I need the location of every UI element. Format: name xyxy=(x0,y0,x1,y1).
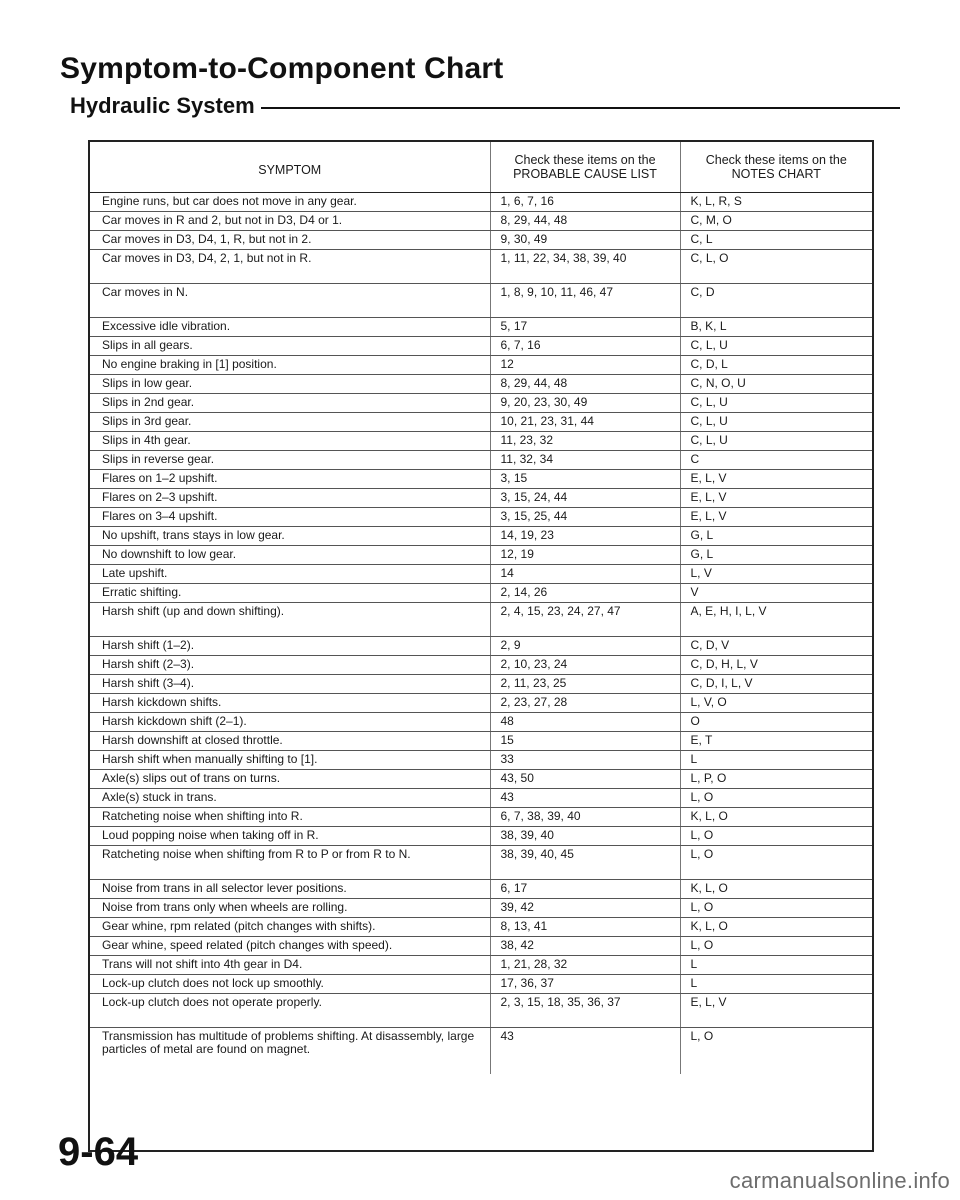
table-row xyxy=(90,356,872,375)
notes-chart-cell: C, L, U xyxy=(680,337,872,356)
table-row xyxy=(90,846,872,880)
header-notes-chart: Check these items on the NOTES CHART xyxy=(680,142,872,193)
table-row xyxy=(90,937,872,956)
table-row xyxy=(90,975,872,994)
probable-cause-cell: 5, 17 xyxy=(490,318,680,337)
symptom-cell: Harsh kickdown shift (2–1). xyxy=(90,713,490,732)
page-title: Symptom-to-Component Chart xyxy=(60,52,504,85)
probable-cause-cell: 15 xyxy=(490,732,680,751)
table-row xyxy=(90,994,872,1028)
symptom-cell: Harsh shift (up and down shifting). xyxy=(90,603,490,637)
section-title: Hydraulic System xyxy=(70,93,255,118)
table-row xyxy=(90,375,872,394)
symptom-cell: Noise from trans only when wheels are rolling. xyxy=(90,899,490,918)
probable-cause-cell: 38, 39, 40 xyxy=(490,827,680,846)
probable-cause-cell: 2, 9 xyxy=(490,637,680,656)
probable-cause-cell: 8, 29, 44, 48 xyxy=(490,212,680,231)
table-row xyxy=(90,527,872,546)
notes-chart-cell: L xyxy=(680,975,872,994)
probable-cause-cell: 9, 30, 49 xyxy=(490,231,680,250)
probable-cause-cell: 3, 15, 24, 44 xyxy=(490,489,680,508)
notes-chart-cell: C xyxy=(680,451,872,470)
table-row xyxy=(90,751,872,770)
table-row xyxy=(90,284,872,318)
symptom-cell: Excessive idle vibration. xyxy=(90,318,490,337)
probable-cause-cell: 1, 21, 28, 32 xyxy=(490,956,680,975)
symptom-cell: Gear whine, rpm related (pitch changes with shifts). xyxy=(90,918,490,937)
table-row xyxy=(90,546,872,565)
probable-cause-cell: 8, 13, 41 xyxy=(490,918,680,937)
table-row xyxy=(90,432,872,451)
probable-cause-cell: 38, 42 xyxy=(490,937,680,956)
symptom-cell: Ratcheting noise when shifting from R to P or from R to N. xyxy=(90,846,490,880)
symptom-cell: Slips in low gear. xyxy=(90,375,490,394)
symptom-cell: Lock-up clutch does not lock up smoothly. xyxy=(90,975,490,994)
notes-chart-cell: L, O xyxy=(680,899,872,918)
symptom-cell: Harsh kickdown shifts. xyxy=(90,694,490,713)
symptom-cell: Slips in 2nd gear. xyxy=(90,394,490,413)
table-row xyxy=(90,808,872,827)
notes-chart-cell: G, L xyxy=(680,527,872,546)
symptom-cell: Harsh shift (3–4). xyxy=(90,675,490,694)
notes-chart-cell: L, O xyxy=(680,937,872,956)
table-row xyxy=(90,789,872,808)
probable-cause-cell: 6, 7, 16 xyxy=(490,337,680,356)
probable-cause-cell: 43 xyxy=(490,789,680,808)
probable-cause-cell: 39, 42 xyxy=(490,899,680,918)
notes-chart-cell: L, O xyxy=(690,1029,714,1043)
probable-cause-cell: 2, 11, 23, 25 xyxy=(490,675,680,694)
notes-chart-cell: C, L, U xyxy=(680,432,872,451)
notes-chart-cell: K, L, R, S xyxy=(680,193,872,212)
notes-chart-cell: E, L, V xyxy=(680,489,872,508)
symptom-cell: Harsh downshift at closed throttle. xyxy=(90,732,490,751)
probable-cause-cell: 17, 36, 37 xyxy=(490,975,680,994)
notes-chart-cell: L, V xyxy=(680,565,872,584)
notes-chart-cell: A, E, H, I, L, V xyxy=(680,603,872,637)
watermark: carmanualsonline.info xyxy=(729,1168,950,1193)
symptom-cell: Erratic shifting. xyxy=(90,584,490,603)
notes-chart-cell: K, L, O xyxy=(680,808,872,827)
table-row xyxy=(90,732,872,751)
header-probable-cause: Check these items on the PROBABLE CAUSE LIST xyxy=(490,142,680,193)
notes-chart-cell: C, D xyxy=(680,284,872,318)
notes-chart-cell: K, L, O xyxy=(680,880,872,899)
symptom-cell: Axle(s) slips out of trans on turns. xyxy=(90,770,490,789)
symptom-cell: Trans will not shift into 4th gear in D4. xyxy=(90,956,490,975)
symptom-cell: Slips in 3rd gear. xyxy=(90,413,490,432)
probable-cause-cell: 14 xyxy=(490,565,680,584)
probable-cause-cell: 9, 20, 23, 30, 49 xyxy=(490,394,680,413)
table-row xyxy=(90,603,872,637)
symptom-cell: Flares on 3–4 upshift. xyxy=(90,508,490,527)
probable-cause-cell: 3, 15, 25, 44 xyxy=(490,508,680,527)
probable-cause-cell: 6, 17 xyxy=(490,880,680,899)
probable-cause-cell: 12 xyxy=(490,356,680,375)
notes-chart-cell: L, O xyxy=(680,789,872,808)
notes-chart-cell: O xyxy=(680,713,872,732)
table-row xyxy=(90,212,872,231)
symptom-cell: Ratcheting noise when shifting into R. xyxy=(90,808,490,827)
table-row xyxy=(90,231,872,250)
section-header xyxy=(70,92,900,120)
probable-cause-cell: 8, 29, 44, 48 xyxy=(490,375,680,394)
table-row xyxy=(90,508,872,527)
table-row xyxy=(90,318,872,337)
table-row xyxy=(90,918,872,937)
notes-chart-cell: L, P, O xyxy=(680,770,872,789)
page-number: 9-64 xyxy=(58,1130,139,1174)
probable-cause-cell: 33 xyxy=(490,751,680,770)
notes-chart-cell: V xyxy=(680,584,872,603)
symptom-table xyxy=(88,140,874,1152)
notes-chart-cell: E, L, V xyxy=(680,508,872,527)
symptom-cell: Car moves in N. xyxy=(90,284,490,318)
symptom-cell: No downshift to low gear. xyxy=(90,546,490,565)
notes-chart-cell: C, N, O, U xyxy=(680,375,872,394)
probable-cause-cell: 3, 15 xyxy=(490,470,680,489)
notes-chart-cell: B, K, L xyxy=(680,318,872,337)
notes-chart-cell: C, D, L xyxy=(680,356,872,375)
probable-cause-cell: 1, 6, 7, 16 xyxy=(490,193,680,212)
symptom-table-grid xyxy=(90,142,872,1074)
symptom-cell: Car moves in D3, D4, 1, R, but not in 2. xyxy=(90,231,490,250)
notes-chart-cell: L, O xyxy=(680,827,872,846)
symptom-cell: Flares on 1–2 upshift. xyxy=(90,470,490,489)
table-row xyxy=(90,193,872,212)
symptom-cell: Car moves in D3, D4, 2, 1, but not in R. xyxy=(90,250,490,284)
probable-cause-cell: 2, 10, 23, 24 xyxy=(490,656,680,675)
notes-chart-cell: C, D, H, L, V xyxy=(680,656,872,675)
probable-cause-cell: 38, 39, 40, 45 xyxy=(490,846,680,880)
table-row xyxy=(90,394,872,413)
notes-chart-cell: E, T xyxy=(680,732,872,751)
symptom-cell: Slips in 4th gear. xyxy=(90,432,490,451)
notes-chart-cell: C, L, O xyxy=(680,250,872,284)
table-header-row xyxy=(90,142,872,193)
table-row xyxy=(90,713,872,732)
symptom-cell: Car moves in R and 2, but not in D3, D4 or 1. xyxy=(90,212,490,231)
symptom-cell: No upshift, trans stays in low gear. xyxy=(90,527,490,546)
table-row xyxy=(90,470,872,489)
table-row xyxy=(90,880,872,899)
table-row xyxy=(90,637,872,656)
table-row xyxy=(90,337,872,356)
table-row xyxy=(90,489,872,508)
table-row xyxy=(90,565,872,584)
symptom-cell: Lock-up clutch does not operate properly. xyxy=(90,994,490,1028)
probable-cause-cell: 11, 32, 34 xyxy=(490,451,680,470)
notes-chart-cell: L, V, O xyxy=(680,694,872,713)
symptom-cell: Flares on 2–3 upshift. xyxy=(90,489,490,508)
table-row xyxy=(90,899,872,918)
symptom-cell: Harsh shift (2–3). xyxy=(90,656,490,675)
probable-cause-cell: 43 xyxy=(490,1028,680,1075)
symptom-cell: Loud popping noise when taking off in R. xyxy=(90,827,490,846)
table-row xyxy=(90,694,872,713)
probable-cause-cell: 1, 11, 22, 34, 38, 39, 40 xyxy=(490,250,680,284)
symptom-cell: Harsh shift (1–2). xyxy=(90,637,490,656)
symptom-cell: Noise from trans in all selector lever positions. xyxy=(90,880,490,899)
symptom-cell: No engine braking in [1] position. xyxy=(90,356,490,375)
section-rule xyxy=(261,107,900,109)
table-row xyxy=(90,827,872,846)
probable-cause-cell: 2, 4, 15, 23, 24, 27, 47 xyxy=(490,603,680,637)
probable-cause-cell: 2, 3, 15, 18, 35, 36, 37 xyxy=(490,994,680,1028)
symptom-cell: Slips in reverse gear. xyxy=(90,451,490,470)
table-row xyxy=(90,770,872,789)
notes-chart-cell: G, L xyxy=(680,546,872,565)
table-row xyxy=(90,584,872,603)
notes-chart-cell: L, O xyxy=(680,846,872,880)
probable-cause-cell: 10, 21, 23, 31, 44 xyxy=(490,413,680,432)
probable-cause-cell: 43, 50 xyxy=(490,770,680,789)
probable-cause-cell: 12, 19 xyxy=(490,546,680,565)
table-row xyxy=(90,956,872,975)
probable-cause-cell: 2, 23, 27, 28 xyxy=(490,694,680,713)
notes-chart-cell: L xyxy=(680,956,872,975)
probable-cause-cell: 11, 23, 32 xyxy=(490,432,680,451)
table-body xyxy=(90,193,872,1075)
symptom-cell: Gear whine, speed related (pitch changes with speed). xyxy=(90,937,490,956)
table-row xyxy=(90,656,872,675)
table-row xyxy=(90,413,872,432)
notes-chart-cell: C, L xyxy=(680,231,872,250)
symptom-cell: Axle(s) stuck in trans. xyxy=(90,789,490,808)
notes-chart-cell: C, D, I, L, V xyxy=(680,675,872,694)
probable-cause-cell: 6, 7, 38, 39, 40 xyxy=(490,808,680,827)
notes-chart-cell: L xyxy=(680,751,872,770)
notes-chart-cell: C, L, U xyxy=(680,413,872,432)
table-row xyxy=(90,451,872,470)
symptom-cell: Slips in all gears. xyxy=(90,337,490,356)
table-row xyxy=(90,675,872,694)
probable-cause-cell: 2, 14, 26 xyxy=(490,584,680,603)
probable-cause-cell: 1, 8, 9, 10, 11, 46, 47 xyxy=(490,284,680,318)
symptom-cell: Transmission has multitude of problems shifting. At disassembly, large particles of metal are found on magnet. xyxy=(90,1028,490,1075)
notes-chart-cell: K, L, O xyxy=(680,918,872,937)
table-row xyxy=(90,1028,872,1075)
symptom-cell: Harsh shift when manually shifting to [1]. xyxy=(90,751,490,770)
notes-chart-cell: C, M, O xyxy=(680,212,872,231)
table-row xyxy=(90,250,872,284)
header-symptom: SYMPTOM xyxy=(90,142,490,193)
probable-cause-cell: 14, 19, 23 xyxy=(490,527,680,546)
probable-cause-cell: 48 xyxy=(490,713,680,732)
notes-chart-cell: E, L, V xyxy=(680,470,872,489)
notes-chart-cell: C, L, U xyxy=(680,394,872,413)
notes-chart-cell: C, D, V xyxy=(680,637,872,656)
notes-chart-cell: E, L, V xyxy=(680,994,872,1028)
symptom-cell: Engine runs, but car does not move in any gear. xyxy=(90,193,490,212)
symptom-cell: Late upshift. xyxy=(90,565,490,584)
